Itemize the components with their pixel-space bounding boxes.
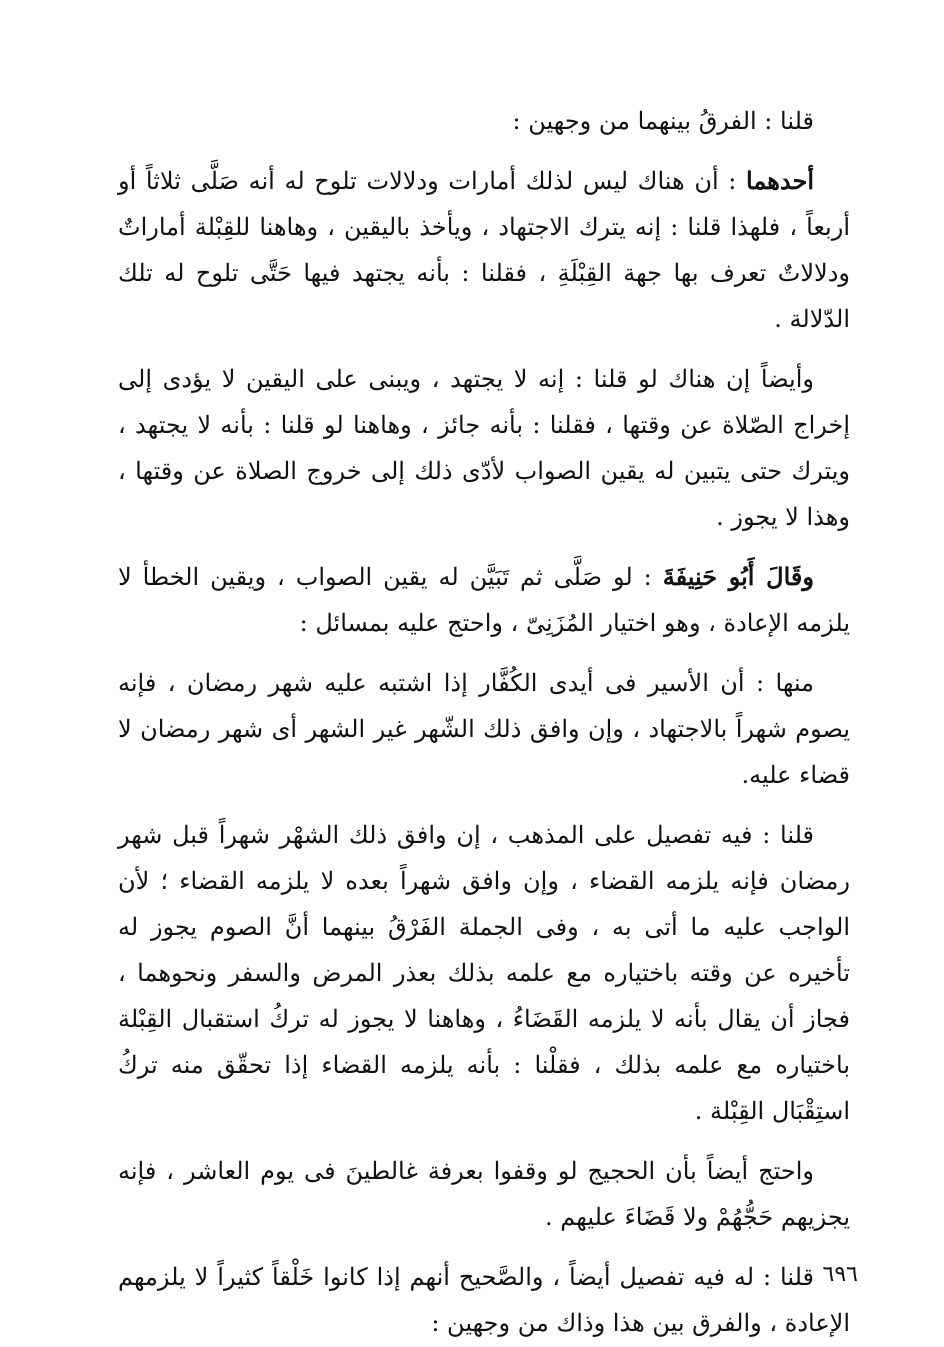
paragraph-text: قلنا : الفرقُ بينهما من وجهين : — [512, 107, 814, 135]
paragraph-8 — [118, 1254, 850, 1346]
paragraph-text: قلنا : له فيه تفصيل أيضاً ، والصَّحيح أنهم إذا كانوا خَلْقاً كثيراً لا يلزمهم الإعادة ، والفرق بين هذا وذاك من وجهين : — [118, 1263, 850, 1337]
paragraph-text: : أن هناك ليس لذلك أمارات ودلالات تلوح له أنه صَلَّى ثلاثاً أو أربعاً ، فلهذا قلنا : إنه يترك الاجتهاد ، ويأخذ باليقين ، وهاهنا للقِبْلة أماراتٌ ودلالاتٌ تعرف بها جهة القِبْلَةِ ، فقلنا : بأنه يجتهد فيها حَتَّى تلوح له تلك الدّلالة . — [118, 167, 850, 333]
paragraph-lead: وقَالَ أَبُو حَنِيفَةَ — [662, 562, 814, 591]
paragraph-text: وأيضاً إن هناك لو قلنا : إنه لا يجتهد ، ويبنى على اليقين لا يؤدى إلى إخراج الصّلاة عن وقتها ، فقلنا : بأنه جائز ، وهاهنا لو قلنا : بأنه لا يجتهد ، ويترك حتى يتبين له يقين الصواب لأدّى ذلك إلى خروج الصلاة عن وقتها ، وهذا لا يجوز . — [118, 365, 850, 531]
paragraph-5 — [118, 660, 850, 798]
paragraph-3 — [118, 356, 850, 540]
paragraph-text: واحتج أيضاً بأن الحجيج لو وقفوا بعرفة غالطينَ فى يوم العاشر ، فإنه يجزيهم حَجُّهُمْ ولا قَضَاءَ عليهم . — [118, 1157, 850, 1231]
paragraph-1 — [118, 98, 850, 144]
paragraph-6 — [118, 812, 850, 1134]
page-body — [118, 98, 850, 1346]
paragraph-4 — [118, 554, 850, 646]
paragraph-lead: أحدهما — [746, 166, 814, 195]
paragraph-7 — [118, 1148, 850, 1240]
paragraph-text: منها : أن الأسير فى أيدى الكُفَّار إذا اشتبه عليه شهر رمضان ، فإنه يصوم شهراً بالاجتهاد ، وإن وافق ذلك الشّهر غير الشهر أى شهر رمضان لا قضاء عليه. — [118, 669, 850, 789]
paragraph-text: قلنا : فيه تفصيل على المذهب ، إن وافق ذلك الشهْر شهراً قبل شهر رمضان فإنه يلزمه القضاء ، وإن وافق شهراً بعده لا يلزمه القضاء ؛ لأن الواجب عليه ما أتى به ، وفى الجملة الفَرْقُ بينهما أنَّ الصوم يجوز له تأخيره عن وقته باختياره مع علمه بذلك بعذر المرض والسفر ونحوهما ، فجاز أن يقال بأنه لا يلزمه القَضَاءُ ، وهاهنا لا يجوز له تركُ استقبال القِبْلة باختياره مع علمه بذلك ، فقلْنا : بأنه يلزمه القضاء إذا تحقّق منه تركُ استِقْبَال القِبْلة . — [118, 821, 850, 1125]
page-number: ٦٩٦ — [822, 1262, 858, 1287]
paragraph-2 — [118, 158, 850, 342]
paragraph-text: : لو صَلَّى ثم تَبَيَّن له يقين الصواب ، ويقين الخطأ لا يلزمه الإعادة ، وهو اختيار المُزَنِىّ ، واحتج عليه بمسائل : — [118, 563, 850, 637]
